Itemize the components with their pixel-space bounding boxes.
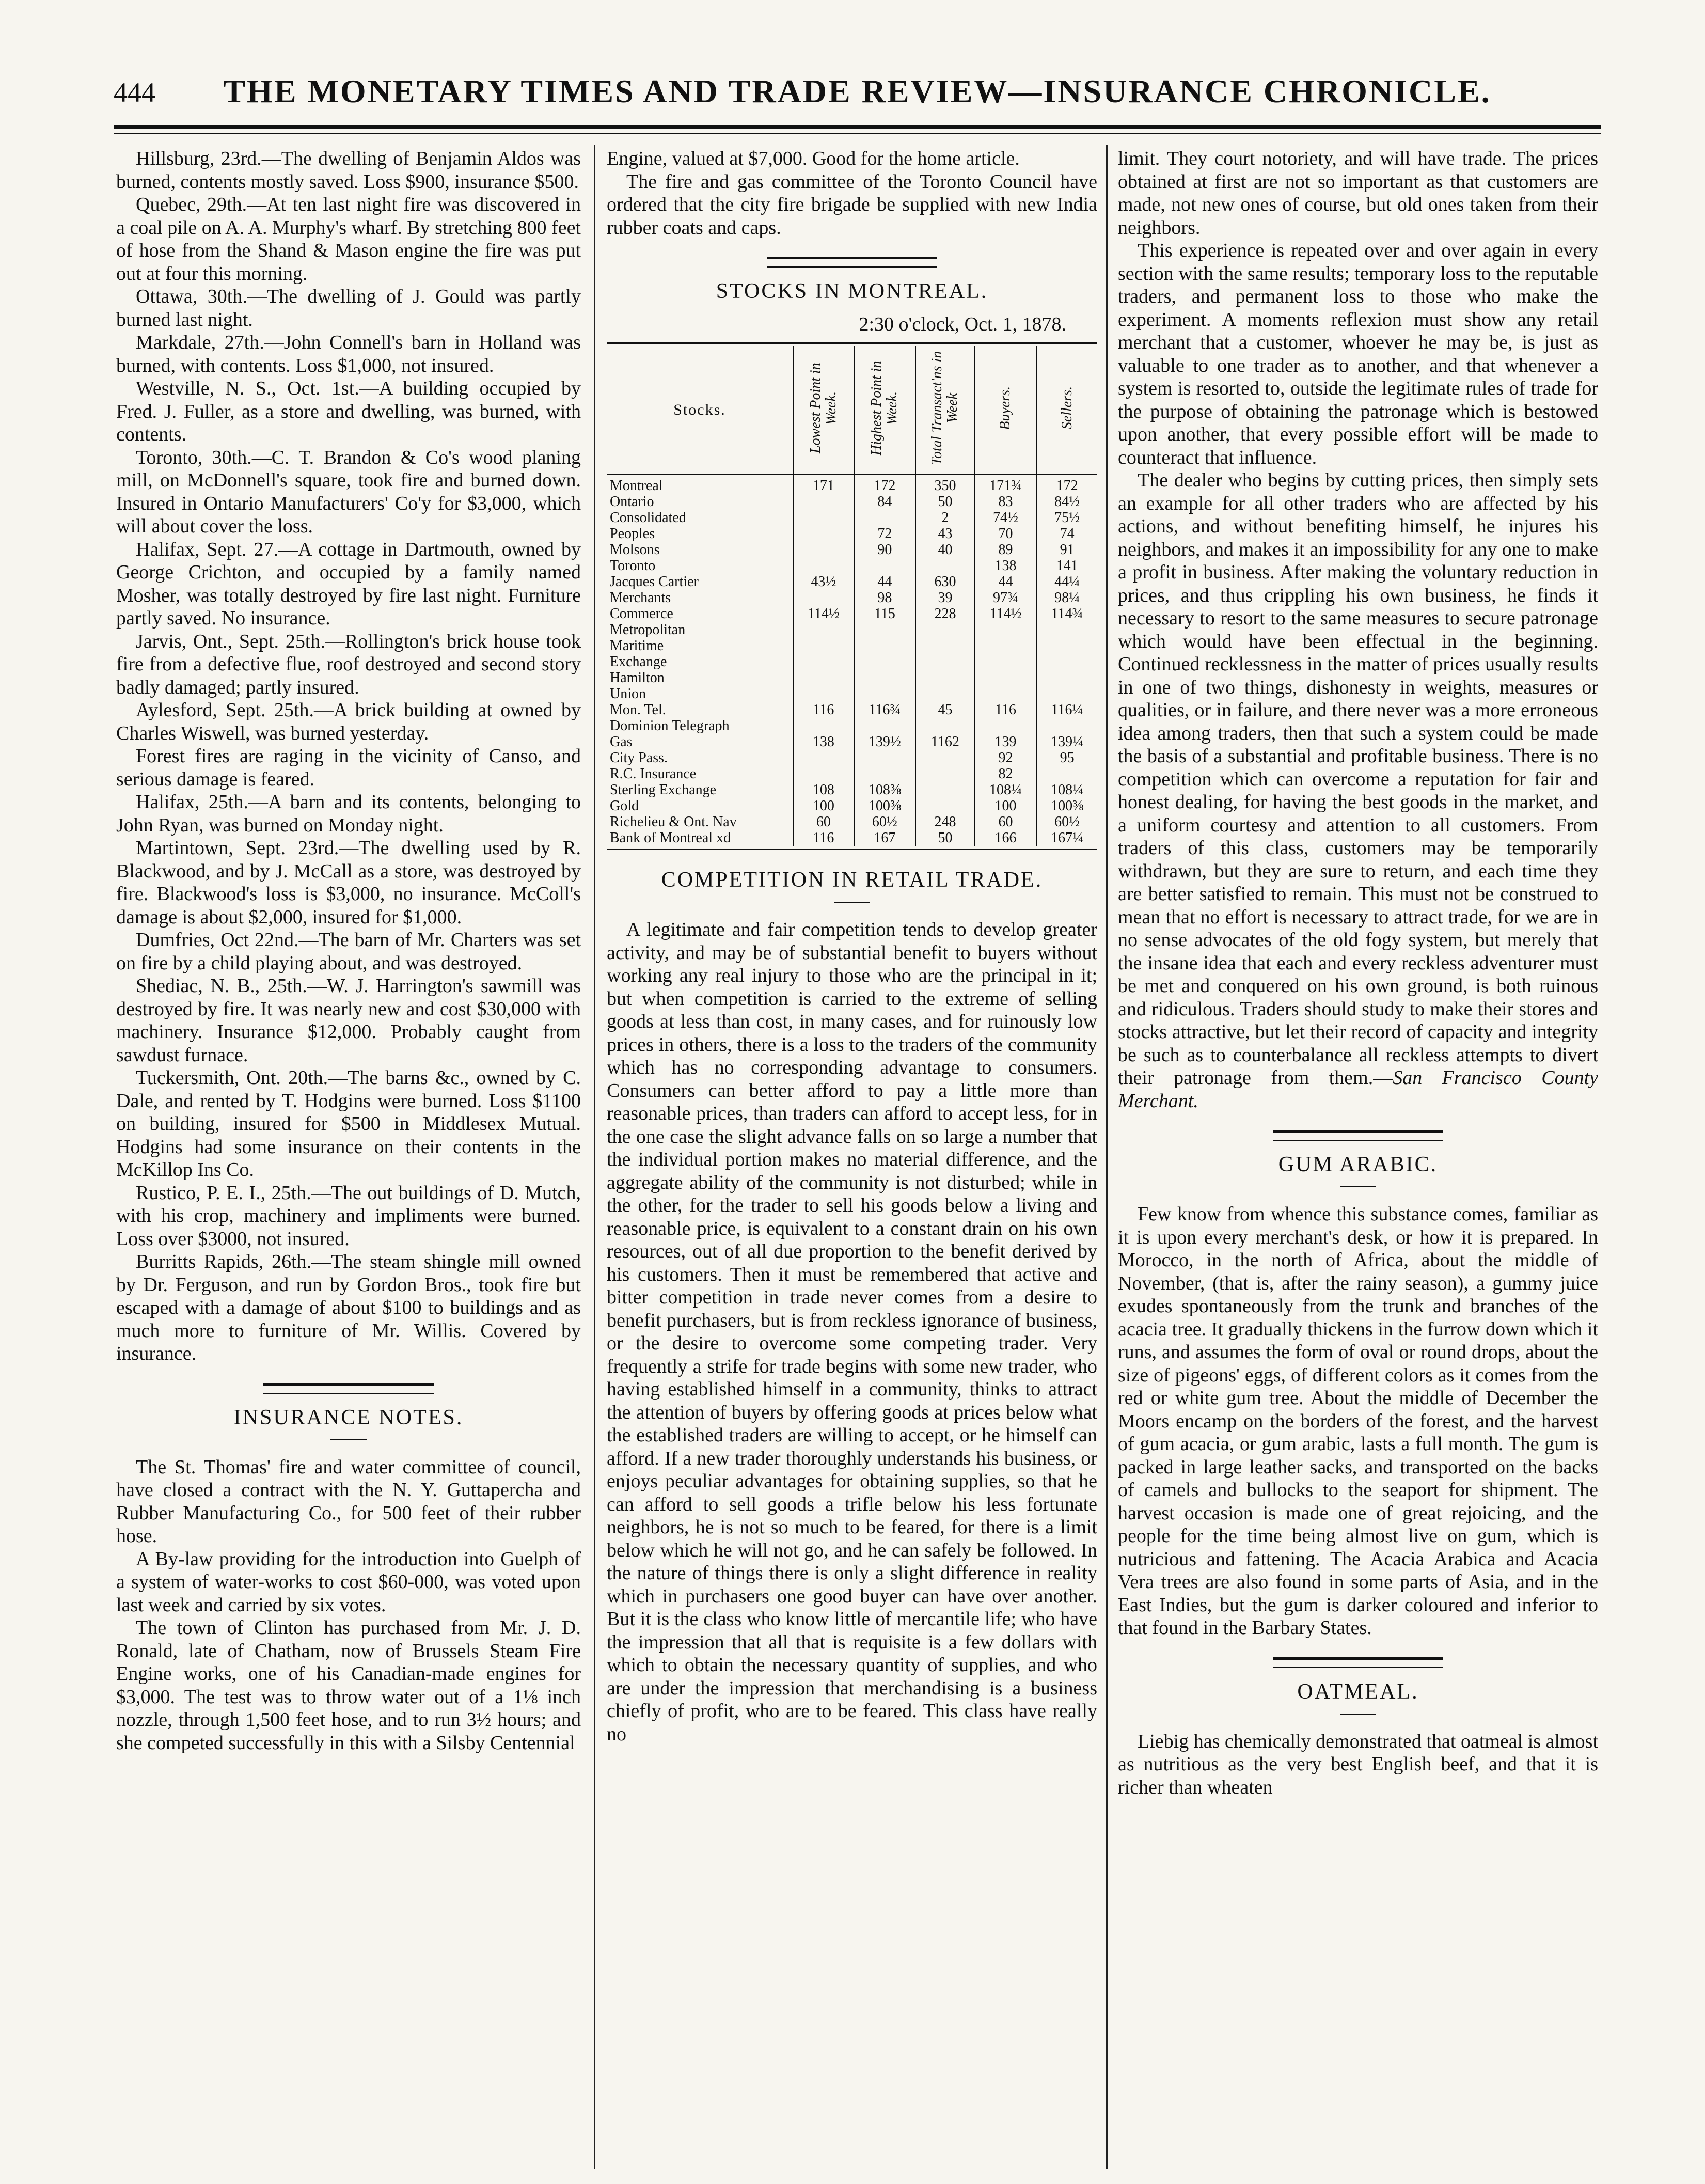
- col-header-highest: [854, 346, 915, 474]
- section-ornament: [1273, 1130, 1443, 1141]
- stock-value-cell: [1036, 638, 1097, 654]
- table-row: [607, 766, 1097, 782]
- column-3: [1118, 147, 1598, 1799]
- stock-value-cell: [915, 782, 975, 798]
- stock-name-cell: Gold: [610, 798, 639, 814]
- article-paragraph: [1118, 469, 1598, 1112]
- stock-value-cell: 100⅜: [854, 798, 915, 814]
- section-title: GUM ARABIC.: [1278, 1153, 1438, 1176]
- header-rule-thick: [114, 125, 1601, 129]
- stock-name-cell: Union: [610, 686, 646, 702]
- stock-value-cell: 108¼: [1036, 782, 1097, 798]
- stock-value-cell: 172: [854, 474, 915, 494]
- stock-value-cell: 60½: [854, 814, 915, 830]
- article-paragraph: A legitimate and fair competition tends to develop greater activity, and may be of substantial benefit to buyers without working any real injury to those who are the principal in it; but when competition is carried to the extreme of selling goods at less than cost, in many cases, and for ruinously low prices in others, there is a loss to the traders of the community which has no corresponding advantage to consumers. Consumers can better afford to pay a little more than reasonable prices, than traders can afford to accept less, for in the one case the slight advance falls on so large a number that the individual portion makes no material difference, and the aggregate ability of the community is not disturbed; while in the other, for the trader to sell his goods below a living and reasonable price, is equivalent to a constant drain on his own resources, out of all due proportion to the benefit derived by his customers. Then it must be remembered that active and bitter competition in trade never comes from a desire to benefit purchasers, but is from reckless ignorance of business, or the desire to overcome some competing trader. Very frequently a strife for trade begins with some new trader, who having established himself in a community, thinks to attract the attention of buyers by offering goods at prices below what the established traders are willing to accept, or he himself can afford. If a new trader thoroughly understands his business, or enjoys peculiar advantages for obtaining supplies, so that he can afford to sell goods a trifle below his less fortunate neighbors, he is not so much to be feared, for there is a limit below which he will not go, and he can safely be followed. In the nature of things there is only a slight difference in reality which in purchasers one good buyer can have over another. But it is the class who know little of mercantile life; who have the impression that all that is requisite is a few dollars with which to obtain the necessary quantity of supplies, and who are under the impression that merchandising is a business chiefly of profit, who are to be feared. This class have really no: [607, 919, 1097, 1745]
- stock-name-cell: Bank of Montreal xd: [610, 830, 731, 846]
- stock-name-cell: Montreal: [610, 478, 663, 494]
- stock-value-cell: 100⅜: [1036, 798, 1097, 814]
- table-row: [607, 638, 1097, 654]
- stock-value-cell: 248: [915, 814, 975, 830]
- stock-name-cell: Commerce: [610, 606, 673, 622]
- stock-value-cell: 75½: [1036, 510, 1097, 526]
- stock-value-cell: [975, 638, 1036, 654]
- stock-value-cell: [915, 622, 975, 638]
- table-row: [607, 830, 1097, 846]
- section-dash: [330, 1439, 367, 1440]
- stock-value-cell: 630: [915, 574, 975, 590]
- stock-value-cell: 116¼: [1036, 702, 1097, 718]
- running-title: THE MONETARY TIMES AND TRADE REVIEW—INSURANCE CHRONICLE.: [223, 73, 1491, 109]
- stock-value-cell: 39: [915, 590, 975, 606]
- stock-value-cell: [793, 510, 854, 526]
- stock-value-cell: 72: [854, 526, 915, 542]
- table-row: [607, 622, 1097, 638]
- stock-value-cell: 100: [793, 798, 854, 814]
- news-item: The town of Clinton has purchased from Mr. J. D. Ronald, late of Chatham, now of Brussels Steam Fire Engine works, one of his Canadian-made engines for $3,000. The test was to throw water out of a 1⅛ inch nozzle, through 1,500 feet hose, and to run 3½ hours; and she competed successfully in this with a Silsby Centennial: [116, 1617, 581, 1754]
- stock-name-cell: Exchange: [610, 654, 667, 670]
- col-header-buyers: [975, 346, 1036, 474]
- col-header-sellers: [1036, 346, 1097, 474]
- section-ornament: [767, 257, 937, 268]
- stock-value-cell: 60: [975, 814, 1036, 830]
- table-row: [607, 494, 1097, 510]
- table-header-row: [607, 346, 1097, 474]
- stock-value-cell: [1036, 622, 1097, 638]
- stock-value-cell: 116: [793, 830, 854, 846]
- stock-value-cell: 228: [915, 606, 975, 622]
- stock-value-cell: 98¼: [1036, 590, 1097, 606]
- news-item: Rustico, P. E. I., 25th.—The out buildings of D. Mutch, with his crop, machinery and impliments were burned. Loss over $3000, not insured.: [116, 1182, 581, 1250]
- stocks-date: 2:30 o'clock, Oct. 1, 1878.: [859, 313, 1066, 335]
- stock-value-cell: 40: [915, 542, 975, 558]
- section-title: INSURANCE NOTES.: [233, 1405, 464, 1429]
- news-item: A By-law providing for the introduction into Guelph of a system of water-works to cost $60-000, was voted upon last week and carried by six votes.: [116, 1548, 581, 1616]
- stock-value-cell: 139½: [854, 734, 915, 750]
- stock-value-cell: 138: [975, 558, 1036, 574]
- stock-name-cell: Sterling Exchange: [610, 782, 717, 798]
- stock-name-cell: R.C. Insurance: [610, 766, 697, 782]
- article-continuation: limit. They court notoriety, and will have trade. The prices obtained at first are not so important as that customers are made, not new ones of course, but old ones taken from their neighbors.: [1118, 148, 1598, 239]
- stock-name-cell: Molsons: [610, 542, 660, 558]
- news-item: Dumfries, Oct 22nd.—The barn of Mr. Charters was set on fire by a child playing about, and was destroyed.: [116, 929, 581, 974]
- column-divider-2: [1106, 145, 1108, 2169]
- stock-value-cell: [915, 558, 975, 574]
- stock-value-cell: 138: [793, 734, 854, 750]
- stock-value-cell: 91: [1036, 542, 1097, 558]
- news-item: Martintown, Sept. 23rd.—The dwelling used by R. Blackwood, and by J. McCall as a store, was destroyed by fire. Blackwood's loss is $3,000, no insurance. McColl's damage is about $2,000, insured for $1,000.: [116, 837, 581, 928]
- stock-value-cell: 70: [975, 526, 1036, 542]
- column-2: [607, 147, 1097, 1746]
- article-paragraph: The fire and gas committee of the Toronto Council have ordered that the city fire brigade be supplied with new India rubber coats and caps.: [607, 170, 1097, 239]
- stock-value-cell: [793, 686, 854, 702]
- page-header: [114, 67, 1601, 124]
- gum-arabic-heading: [1118, 1130, 1598, 1187]
- section-dash: [1340, 1186, 1376, 1187]
- table-row: [607, 686, 1097, 702]
- column-divider-1: [594, 145, 595, 2169]
- stock-value-cell: 92: [975, 750, 1036, 766]
- stock-value-cell: [915, 750, 975, 766]
- article-paragraph: Few know from whence this substance comes, familiar as it is upon every merchant's desk, or how it is prepared. In Morocco, in the north of Africa, about the middle of November, (that is, after the rainy season), a gummy juice exudes spontaneously from the trunk and branches of the acacia tree. It gradually thickens in the furrow down which it runs, and assumes the form of oval or round drops, about the size of pigeons' eggs, of different colors as it comes from the red or white gum tree. About the middle of December the Moors encamp on the borders of the forest, and the harvest of gum acacia, or gum arabic, lasts a full month. The gum is packed in large leather sacks, and transported on the backs of camels and bullocks to the seaport for shipment. The harvest occasion is made one of great rejoicing, and the people for the time being almost live on gum, which is nutricious and fattening. The Acacia Arabica and Acacia Vera trees are also found in some parts of Asia, and in the East Indies, but the gum is darker coloured and inferior to that found in the Barbary States.: [1118, 1203, 1598, 1639]
- table-rule: [607, 342, 1097, 344]
- news-item: Toronto, 30th.—C. T. Brandon & Co's wood planing mill, on McDonnell's square, took fire and burned down. Insured in Ontario Manufacturers' Co'y for $3,000, which will about cover the loss.: [116, 446, 581, 537]
- news-item: Aylesford, Sept. 25th.—A brick building at owned by Charles Wiswell, was burned yesterday.: [116, 699, 581, 744]
- stock-value-cell: [975, 718, 1036, 734]
- stock-value-cell: [854, 638, 915, 654]
- insurance-notes-heading: [116, 1383, 581, 1440]
- stock-value-cell: 89: [975, 542, 1036, 558]
- stock-value-cell: 43½: [793, 574, 854, 590]
- stock-name-cell: Richelieu & Ont. Nav: [610, 814, 737, 830]
- article-continuation: Engine, valued at $7,000. Good for the home article.: [607, 148, 1020, 169]
- stock-value-cell: [854, 750, 915, 766]
- news-item: Tuckersmith, Ont. 20th.—The barns &c., owned by C. Dale, and rented by T. Hodgins were burned. Loss $1100 on building, insured for $500 in Middlesex Mutual. Hodgins had some insurance on their contents in the McKillop Ins Co.: [116, 1067, 581, 1181]
- stock-value-cell: 43: [915, 526, 975, 542]
- col-header-label: Buyers.: [997, 386, 1014, 430]
- stock-value-cell: [793, 718, 854, 734]
- stock-value-cell: 84: [854, 494, 915, 510]
- stock-value-cell: [975, 670, 1036, 686]
- news-item: Jarvis, Ont., Sept. 25th.—Rollington's brick house took fire from a defective flue, roof destroyed and second story badly damaged; partly insured.: [116, 630, 581, 698]
- stock-value-cell: [854, 510, 915, 526]
- article-paragraph: Liebig has chemically demonstrated that oatmeal is almost as nutritious as the very best English beef, and that it is richer than wheaten: [1118, 1730, 1598, 1798]
- stock-value-cell: 84½: [1036, 494, 1097, 510]
- stock-name-cell: Toronto: [610, 558, 656, 574]
- stock-value-cell: [975, 686, 1036, 702]
- stock-name-cell: Jacques Cartier: [610, 574, 699, 590]
- stock-value-cell: 350: [915, 474, 975, 494]
- table-row: [607, 510, 1097, 526]
- stock-value-cell: [1036, 670, 1097, 686]
- table-row: [607, 798, 1097, 814]
- news-item: Markdale, 27th.—John Connell's barn in Holland was burned, with contents. Loss $1,000, not insured.: [116, 332, 581, 376]
- stock-value-cell: [975, 654, 1036, 670]
- stock-value-cell: [854, 558, 915, 574]
- table-row: [607, 526, 1097, 542]
- news-item: Ottawa, 30th.—The dwelling of J. Gould was partly burned last night.: [116, 286, 581, 331]
- stock-value-cell: 97¾: [975, 590, 1036, 606]
- stock-value-cell: 167: [854, 830, 915, 846]
- col-header-stocks: Stocks.: [673, 401, 726, 418]
- stock-value-cell: [793, 750, 854, 766]
- stock-name-cell: Dominion Telegraph: [610, 718, 730, 734]
- stock-value-cell: [793, 622, 854, 638]
- stock-name-cell: Metropolitan: [610, 622, 686, 638]
- stock-value-cell: 166: [975, 830, 1036, 846]
- stock-value-cell: 172: [1036, 474, 1097, 494]
- col-header-lowest: [793, 346, 854, 474]
- stock-value-cell: [915, 638, 975, 654]
- stock-value-cell: [793, 558, 854, 574]
- stock-value-cell: [1036, 686, 1097, 702]
- stock-value-cell: 115: [854, 606, 915, 622]
- col-header-label: Lowest Point in Week.: [807, 363, 839, 453]
- table-row: [607, 654, 1097, 670]
- stock-value-cell: 116: [975, 702, 1036, 718]
- table-row: [607, 474, 1097, 494]
- stock-value-cell: [975, 622, 1036, 638]
- stock-value-cell: [793, 494, 854, 510]
- stock-name-cell: Mon. Tel.: [610, 702, 666, 718]
- stock-name-cell: Gas: [610, 734, 633, 750]
- col-header-label: Sellers.: [1059, 386, 1075, 430]
- stock-value-cell: 116: [793, 702, 854, 718]
- article-source: San Francisco County Merchant.: [1118, 1067, 1598, 1112]
- stock-value-cell: [1036, 766, 1097, 782]
- stock-name-cell: City Pass.: [610, 750, 668, 766]
- article-paragraph: This experience is repeated over and over again in every section with the same results; temporary loss to the reputable traders, and permanent loss to those who make the experiment. A moments reflexion must show any retail merchant that a customer, whoever he may be, is just as valuable to one trader as to another, and that whenever a system is resorted to, outside the legitimate rules of trade for the purpose of obtaining the patronage which is bestowed upon another, that every possible effort will be made to counteract that influence.: [1118, 240, 1598, 468]
- table-rule: [607, 849, 1097, 850]
- table-row: [607, 750, 1097, 766]
- stock-value-cell: [854, 670, 915, 686]
- stock-value-cell: 116¾: [854, 702, 915, 718]
- news-item: Halifax, Sept. 27.—A cottage in Dartmouth, owned by George Crichton, and occupied by a family named Mosher, was totally destroyed by fire last night. Furniture partly saved. No insurance.: [116, 538, 581, 629]
- stock-value-cell: [793, 766, 854, 782]
- table-row: [607, 702, 1097, 718]
- stocks-heading: [607, 257, 1097, 304]
- news-item: Forest fires are raging in the vicinity of Canso, and serious damage is feared.: [116, 745, 581, 790]
- section-title: COMPETITION IN RETAIL TRADE.: [661, 868, 1043, 892]
- stock-value-cell: [915, 718, 975, 734]
- stock-value-cell: 50: [915, 494, 975, 510]
- stock-name-cell: Consolidated: [610, 510, 686, 526]
- stock-value-cell: [915, 686, 975, 702]
- table-row: [607, 574, 1097, 590]
- stock-value-cell: 74½: [975, 510, 1036, 526]
- table-row: [607, 542, 1097, 558]
- stock-value-cell: [854, 622, 915, 638]
- stock-value-cell: [793, 526, 854, 542]
- stock-value-cell: 45: [915, 702, 975, 718]
- section-ornament: [263, 1383, 434, 1394]
- stock-value-cell: [915, 766, 975, 782]
- oatmeal-heading: [1118, 1657, 1598, 1715]
- stock-value-cell: [854, 686, 915, 702]
- stock-value-cell: 100: [975, 798, 1036, 814]
- section-dash: [834, 902, 870, 903]
- news-item: Shediac, N. B., 25th.—W. J. Harrington's sawmill was destroyed by fire. It was nearly new and cost $30,000 with machinery. Insurance $12,000. Probably caught from sawdust furnace.: [116, 975, 581, 1066]
- stock-value-cell: 141: [1036, 558, 1097, 574]
- stock-value-cell: 50: [915, 830, 975, 846]
- stock-value-cell: 90: [854, 542, 915, 558]
- table-row: [607, 782, 1097, 798]
- stock-value-cell: 1162: [915, 734, 975, 750]
- news-item: Westville, N. S., Oct. 1st.—A building occupied by Fred. J. Fuller, as a store and dwelling, was burned, with contents.: [116, 378, 581, 445]
- fire-reports: [116, 147, 581, 1365]
- stock-value-cell: [915, 798, 975, 814]
- section-title: STOCKS IN MONTREAL.: [716, 279, 988, 303]
- stock-value-cell: 114¾: [1036, 606, 1097, 622]
- stock-value-cell: [915, 654, 975, 670]
- stock-value-cell: [793, 590, 854, 606]
- stock-value-cell: 44¼: [1036, 574, 1097, 590]
- stock-value-cell: 44: [975, 574, 1036, 590]
- stock-value-cell: [854, 718, 915, 734]
- col-header-label: Highest Point in Week.: [869, 360, 901, 455]
- table-row: [607, 558, 1097, 574]
- stock-value-cell: 114½: [975, 606, 1036, 622]
- stock-value-cell: [854, 766, 915, 782]
- stock-value-cell: [793, 654, 854, 670]
- competition-heading: [607, 868, 1097, 903]
- table-row: [607, 606, 1097, 622]
- stock-value-cell: 171¾: [975, 474, 1036, 494]
- header-rule-thin: [114, 133, 1601, 134]
- stock-value-cell: 95: [1036, 750, 1097, 766]
- table-row: [607, 670, 1097, 686]
- section-ornament: [1273, 1657, 1443, 1668]
- stock-value-cell: 108⅜: [854, 782, 915, 798]
- stock-value-cell: 108¼: [975, 782, 1036, 798]
- section-dash: [1340, 1714, 1376, 1715]
- paragraph-text: The dealer who begins by cutting prices, then simply sets an example for all other traders who are affected by his actions, and without benefiting himself, he injures his neighbors, and makes it an impossibility for any one to make a profit in business. After making the voluntary reduction in prices, and thus crippling his own business, he finds it necessary to resort to the same measures to secure patronage which would have been effectual in the beginning. Continued recklessness in the matter of prices usually results in one of two things, dishonesty in weights, measures or qualities, or in failure, and there never was a more erroneous idea among traders, then that such a system could be made the basis of a substantial and profitable business. There is no competition which can overcome a reputation for fair and honest dealing, for having the best goods in the market, and a uniform courtesy and attention to all customers. From traders of this class, customers may be temporarily withdrawn, but they are sure to return, and each time they are better satisfied to remain. This must not be construed to mean that no effort is necessary to attract trade, for we are in no sense advocates of the old fogy system, but merely that the insane idea that each and every reckless adventurer must be met and conquered on his own ground, is both ruinous and ridiculous. Traders should study to make their stores and stocks attractive, but let their record of capacity and integrity be such as to counterbalance all reckless attempts to divert their patronage from them.—: [1118, 469, 1598, 1089]
- stock-value-cell: [793, 542, 854, 558]
- page-number: 444: [114, 77, 155, 108]
- stock-name-cell: Merchants: [610, 590, 671, 606]
- news-item: Hillsburg, 23rd.—The dwelling of Benjamin Aldos was burned, contents mostly saved. Loss $900, insurance $500.: [116, 148, 581, 193]
- table-row: [607, 734, 1097, 750]
- section-title: OATMEAL.: [1297, 1679, 1419, 1704]
- stock-value-cell: 44: [854, 574, 915, 590]
- stock-value-cell: 60: [793, 814, 854, 830]
- news-item: The St. Thomas' fire and water committee of council, have closed a contract with the N. Y. Guttapercha and Rubber Manufacturing Co., for 500 feet of their rubber hose.: [116, 1456, 581, 1547]
- stock-value-cell: [793, 670, 854, 686]
- col-header-label: Total Transact'ns in Week: [929, 351, 961, 465]
- stock-value-cell: 114½: [793, 606, 854, 622]
- stock-name-cell: Hamilton: [610, 670, 665, 686]
- stock-value-cell: 74: [1036, 526, 1097, 542]
- stocks-table: [607, 346, 1097, 846]
- stock-value-cell: 108: [793, 782, 854, 798]
- stock-value-cell: [1036, 654, 1097, 670]
- stock-value-cell: 83: [975, 494, 1036, 510]
- stock-value-cell: 2: [915, 510, 975, 526]
- table-row: [607, 590, 1097, 606]
- stock-value-cell: [915, 670, 975, 686]
- news-item: Halifax, 25th.—A barn and its contents, belonging to John Ryan, was burned on Monday night.: [116, 791, 581, 836]
- table-row: [607, 814, 1097, 830]
- column-1: [116, 147, 581, 1754]
- stock-value-cell: 167¼: [1036, 830, 1097, 846]
- news-item: Quebec, 29th.—At ten last night fire was discovered in a coal pile on A. A. Murphy's wharf. By stretching 800 feet of hose from the Shand & Mason engine the fire was put out at four this morning.: [116, 194, 581, 285]
- news-item: Burritts Rapids, 26th.—The steam shingle mill owned by Dr. Ferguson, and run by Gordon Bros., took fire but escaped with a damage of about $100 to buildings and as much more to furniture of Mr. Willis. Covered by insurance.: [116, 1251, 581, 1364]
- stock-value-cell: 171: [793, 474, 854, 494]
- insurance-notes: [116, 1456, 581, 1755]
- stock-value-cell: 139: [975, 734, 1036, 750]
- stock-name-cell: Peoples: [610, 526, 655, 542]
- stock-name-cell: Maritime: [610, 638, 664, 654]
- stock-value-cell: 82: [975, 766, 1036, 782]
- stock-value-cell: 139¼: [1036, 734, 1097, 750]
- col-header-transactions: [915, 346, 975, 474]
- table-row: [607, 718, 1097, 734]
- stock-value-cell: [854, 654, 915, 670]
- stock-value-cell: 98: [854, 590, 915, 606]
- stock-name-cell: Ontario: [610, 494, 654, 510]
- stock-value-cell: [793, 638, 854, 654]
- stock-value-cell: 60½: [1036, 814, 1097, 830]
- stock-value-cell: [1036, 718, 1097, 734]
